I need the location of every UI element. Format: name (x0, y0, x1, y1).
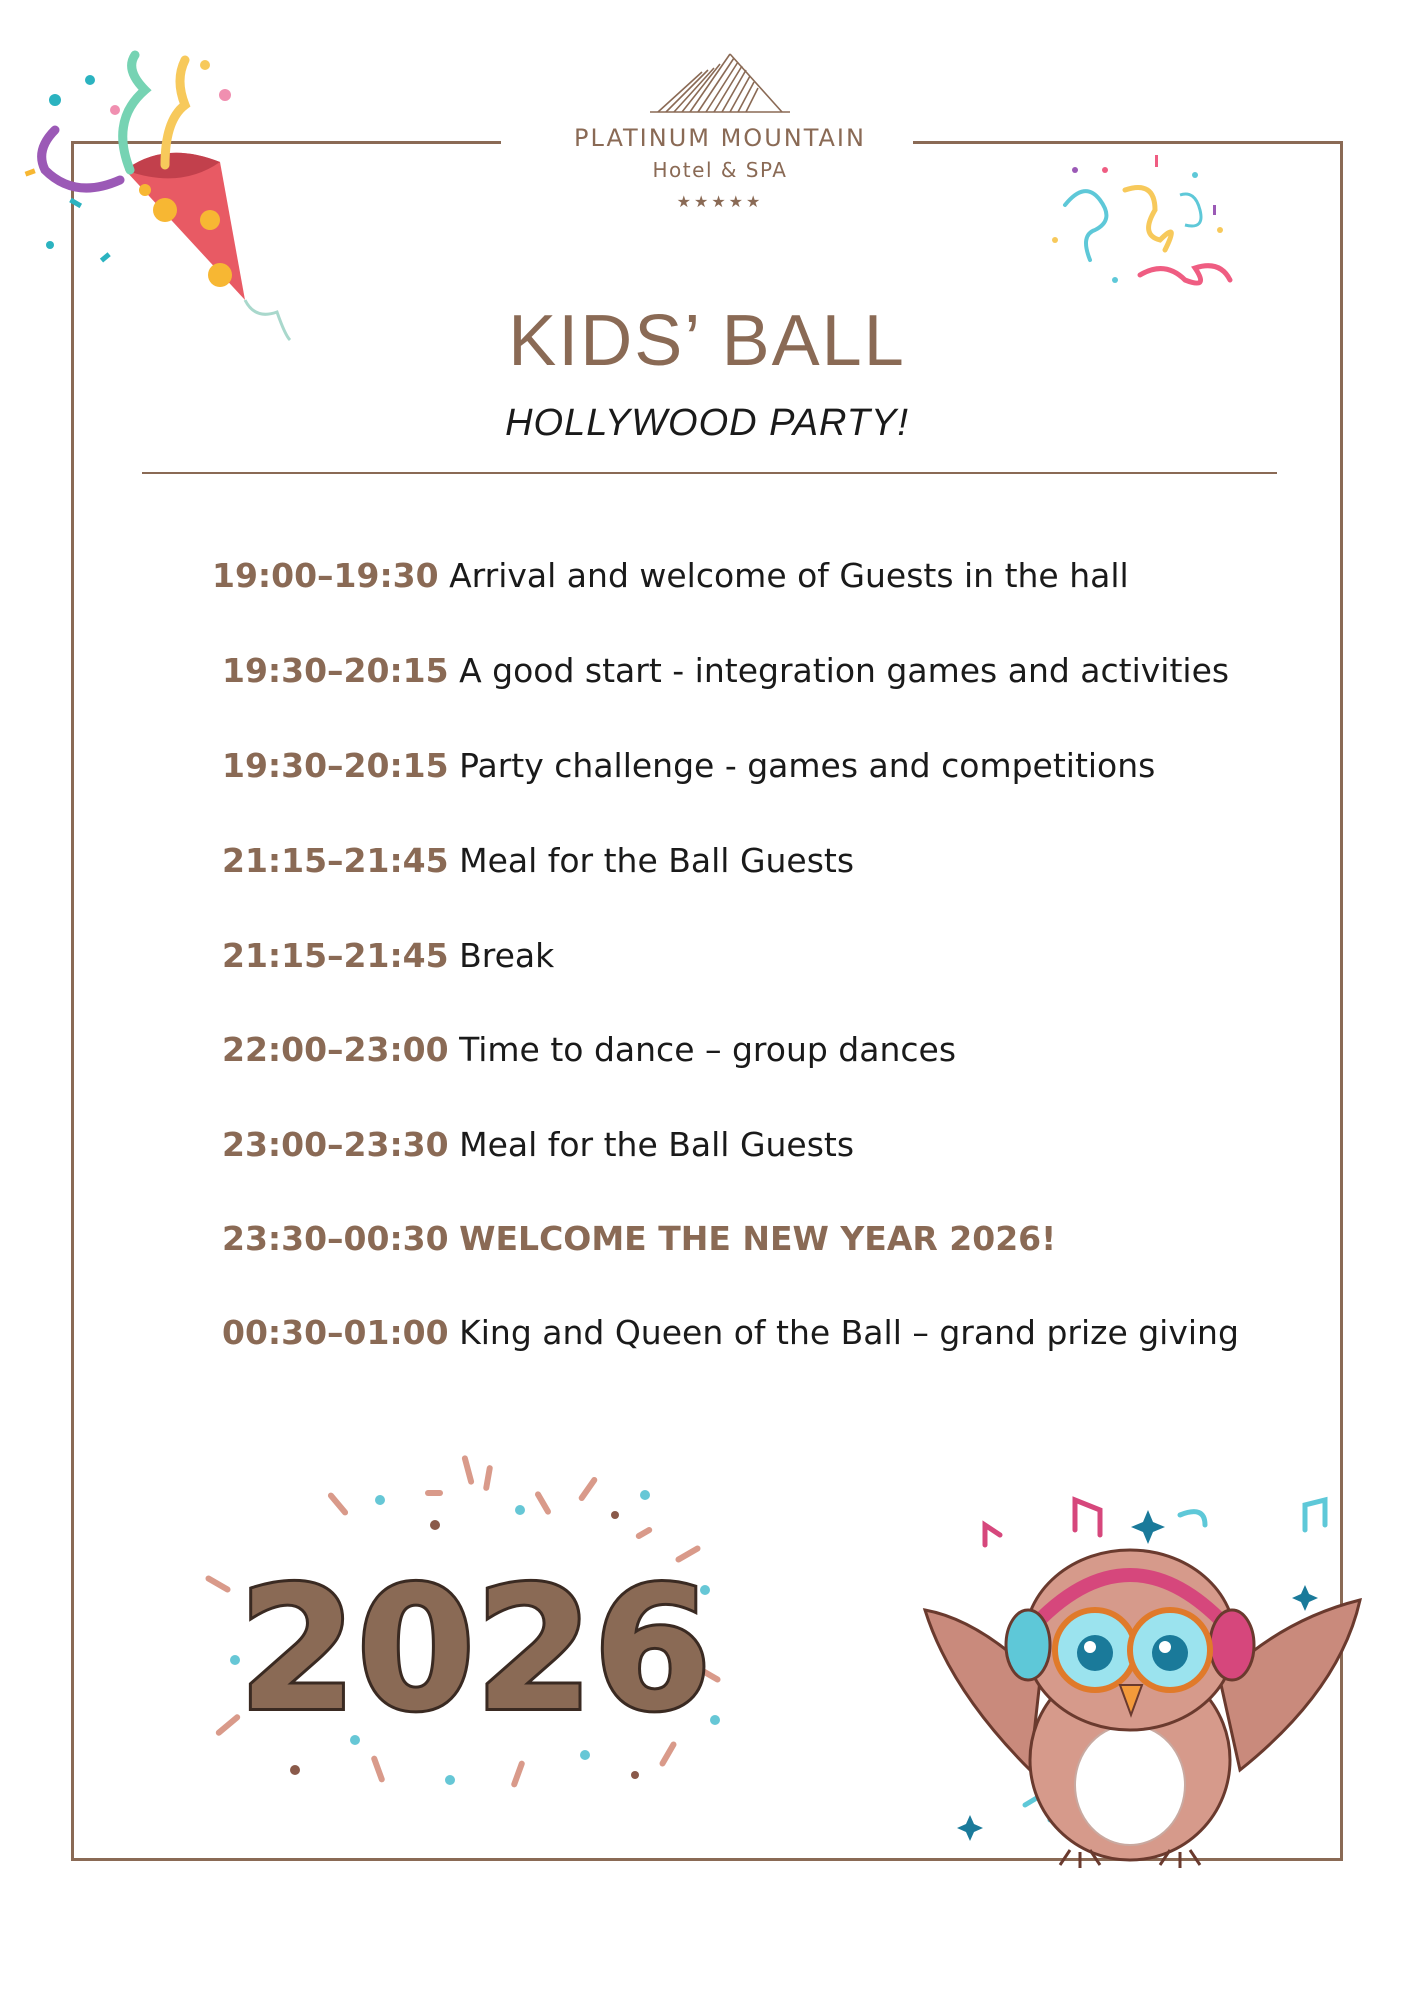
year-2026-text: 2026 (238, 1551, 712, 1749)
schedule-time: 19:30–20:15 (222, 746, 449, 785)
schedule-row (222, 1313, 1239, 1353)
schedule-row (222, 1219, 1056, 1259)
page-subtitle: HOLLYWOOD PARTY! (505, 402, 909, 444)
schedule-activity: Arrival and welcome of Guests in the hall (449, 556, 1129, 595)
schedule-time: 21:15–21:45 (222, 841, 449, 880)
title-divider (142, 472, 1277, 474)
schedule-row (222, 936, 554, 976)
dancing-owl-headphones-icon (920, 1490, 1380, 1870)
schedule-activity: Meal for the Ball Guests (459, 1125, 855, 1164)
schedule-time: 23:00–23:30 (222, 1125, 449, 1164)
schedule-time: 19:00–19:30 (212, 556, 439, 595)
schedule-activity: Meal for the Ball Guests (459, 841, 855, 880)
schedule-time: 19:30–20:15 (222, 651, 449, 690)
schedule-row (222, 1125, 854, 1165)
schedule-row (212, 556, 1129, 596)
schedule-row (222, 1030, 956, 1070)
schedule-row (222, 651, 1229, 691)
schedule-time: 22:00–23:00 (222, 1030, 449, 1069)
brand-name: PLATINUM MOUNTAIN (574, 124, 866, 152)
schedule-activity: A good start - integration games and activities (459, 651, 1230, 690)
schedule-activity: Break (459, 936, 555, 975)
schedule-activity: Time to dance – group dances (459, 1030, 957, 1069)
schedule-activity: King and Queen of the Ball – grand prize giving (459, 1313, 1239, 1352)
schedule-activity: Party challenge - games and competitions (459, 746, 1156, 785)
frame-left (71, 141, 74, 1861)
schedule-time: 21:15–21:45 (222, 936, 449, 975)
brand-logo (520, 50, 920, 240)
schedule-row (222, 746, 1155, 786)
schedule-activity: WELCOME THE NEW YEAR 2026! (459, 1219, 1057, 1258)
confetti-streamers-icon (1045, 150, 1235, 310)
mountain-logo-icon (650, 50, 790, 120)
frame-top-right (913, 141, 1343, 144)
brand-subtitle: Hotel & SPA (652, 158, 788, 182)
page-title: KIDS’ BALL (508, 301, 906, 381)
schedule-row (222, 841, 854, 881)
year-2026-graphic (195, 1450, 755, 1810)
brand-stars: ★★★★★ (676, 192, 764, 211)
schedule-time: 00:30–01:00 (222, 1313, 449, 1352)
schedule-time: 23:30–00:30 (222, 1219, 449, 1258)
party-popper-icon (15, 50, 295, 350)
